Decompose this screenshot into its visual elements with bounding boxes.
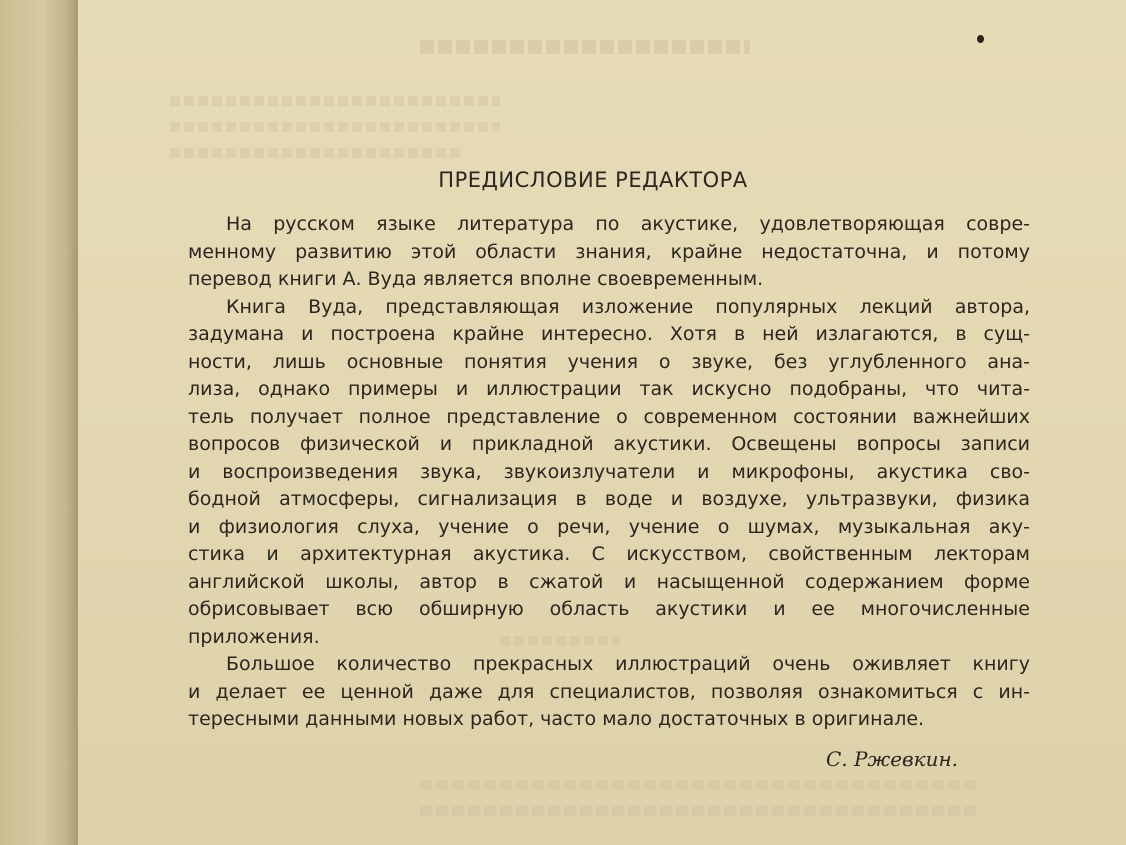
signature: С. Ржевкин. bbox=[826, 747, 959, 771]
text-line: Книга Вуда, представляющая изложение популярных лекций автора, bbox=[226, 295, 1030, 318]
text-line: и воспроизведения звука, звукоизлучатели и микрофоны, акустика сво- bbox=[188, 460, 1030, 483]
show-through-text bbox=[170, 96, 500, 106]
text-line: менному развитию этой области знания, крайне недостаточна, и потому bbox=[188, 240, 1030, 263]
text-line: обрисовывает всю обширную область акустики и ее многочисленные bbox=[188, 598, 1030, 620]
preface-text bbox=[188, 211, 1030, 734]
text-line: На русском языке литература по акустике, удовлетворяющая совре- bbox=[226, 213, 1030, 235]
text-line: тель получает полное представление о современном состоянии важнейших bbox=[188, 405, 1030, 428]
text-line: и физиология слуха, учение о речи, учение о шумах, музыкальная аку- bbox=[188, 515, 1030, 538]
left-page-edge bbox=[0, 0, 78, 845]
text-line: вопросов физической и прикладной акустики. Освещены вопросы записи bbox=[188, 433, 1030, 455]
show-through-text bbox=[420, 806, 980, 816]
show-through-text bbox=[170, 148, 460, 158]
text-line: ности, лишь основные понятия учения о звуке, без углубленного ана- bbox=[188, 350, 1030, 373]
text-line: приложения. bbox=[188, 625, 320, 648]
show-through-text bbox=[420, 40, 750, 54]
text-line: английской школы, автор в сжатой и насыщенной содержанием форме bbox=[188, 570, 1030, 593]
text-line: перевод книги А. Вуда является вполне своевременным. bbox=[188, 268, 764, 290]
text-line: стика и архитектурная акустика. С искусством, свойственным лекторам bbox=[188, 543, 1030, 565]
text-line: задумана и построена крайне интересно. Хотя в ней излагаются, в сущ- bbox=[188, 323, 1030, 345]
show-through-text bbox=[170, 122, 500, 132]
text-line: лиза, однако примеры и иллюстрации так искусно подобраны, что чита- bbox=[188, 378, 1030, 400]
page-title: ПРЕДИСЛОВИЕ РЕДАКТОРА bbox=[438, 168, 748, 192]
text-line: Большое количество прекрасных иллюстраций очень оживляет книгу bbox=[226, 653, 1030, 675]
text-line: и делает ее ценной даже для специалистов, позволяя ознакомиться с ин- bbox=[188, 680, 1030, 703]
ink-spot bbox=[977, 35, 984, 43]
text-line: бодной атмосферы, сигнализация в воде и воздухе, ультразвуки, физика bbox=[188, 488, 1030, 510]
show-through-text bbox=[420, 780, 980, 790]
text-line: тересными данными новых работ, часто мало достаточных в оригинале. bbox=[188, 708, 925, 730]
